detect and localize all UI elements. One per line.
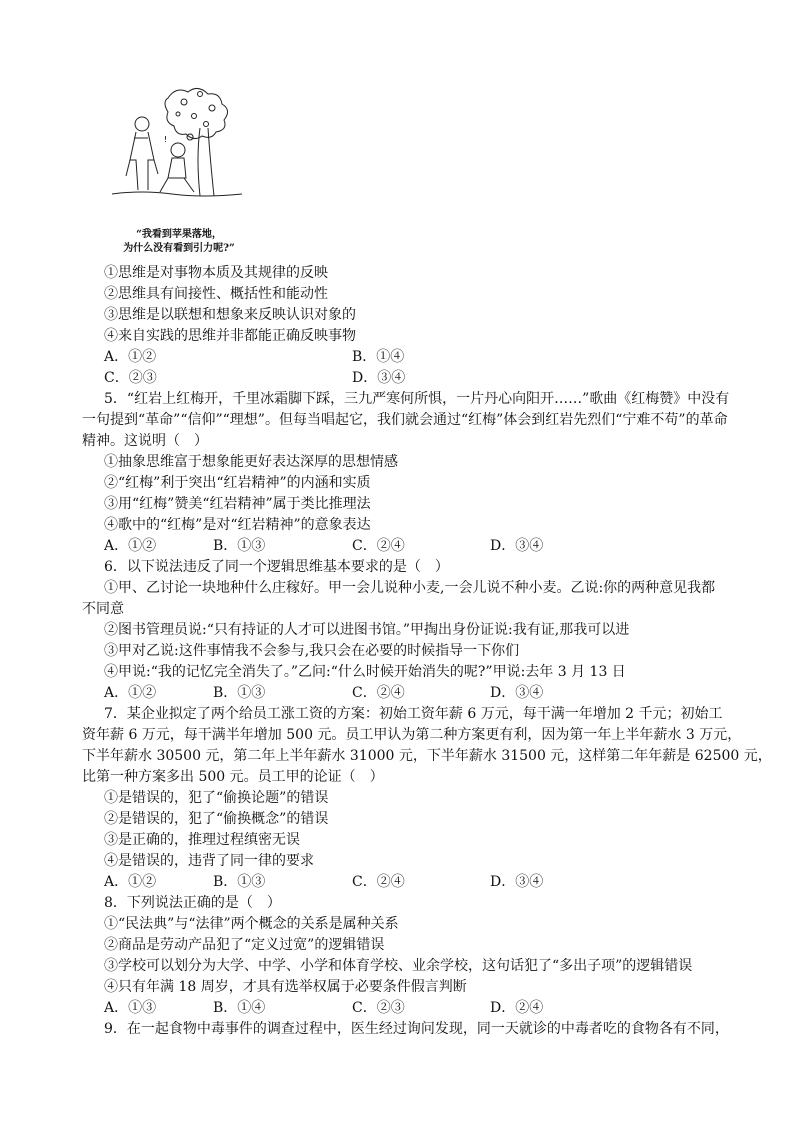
q7-option-c[interactable]: C．②④	[352, 874, 405, 890]
svg-text:!: !	[164, 135, 168, 144]
q5-option-a[interactable]: A．①②	[104, 538, 157, 554]
q7-stem: 资年薪 6 万元，每干满半年增加 500 元。员工甲认为第二种方案更有利，因为第一年上半年薪水 3 万元，	[82, 727, 742, 743]
q5-stem: 一句提到“革命”“信仰”“理想”。但每当唱起它，我们就会通过“红梅”体会到红岩先烈们“宁难不苟”的革命	[82, 412, 728, 428]
caption-line: “我看到苹果落地，	[136, 229, 222, 240]
q7-option-b[interactable]: B．①③	[213, 874, 266, 890]
q7-item: ④是错误的，违背了同一律的要求	[104, 853, 314, 869]
q7-option-d[interactable]: D．③④	[490, 874, 544, 890]
q6-item: 不同意	[82, 601, 124, 617]
q6-option-c[interactable]: C．②④	[352, 685, 405, 701]
q5-option-d[interactable]: D．③④	[490, 538, 544, 554]
q7-item: ③是正确的，推理过程缜密无误	[104, 832, 300, 848]
q5-item: ④歌中的“红梅”是对“红岩精神”的意象表达	[104, 517, 371, 533]
q6-item: ④甲说:“我的记忆完全消失了。”乙问:“什么时候开始消失的呢?”甲说:去年 3 月 13 日	[104, 664, 626, 680]
q6-item: ①甲、乙讨论一块地种什么庄稼好。甲一会儿说种小麦,一会儿说不种小麦。乙说:你的两种意见我都	[104, 580, 716, 596]
q6-option-d[interactable]: D．③④	[490, 685, 544, 701]
q5-stem: 精神。这说明（ ）	[82, 433, 208, 449]
q7-option-a[interactable]: A．①②	[104, 874, 157, 890]
q5-option-b[interactable]: B．①③	[213, 538, 266, 554]
q8-item: ①“民法典”与“法律”两个概念的关系是属种关系	[104, 916, 399, 932]
cartoon-caption	[104, 228, 254, 256]
q6-stem: 6．以下说法违反了同一个逻辑思维基本要求的是（ ）	[104, 559, 449, 575]
q8-stem: 8．下列说法正确的是（ ）	[104, 895, 281, 911]
q7-item: ②是错误的，犯了“偷换概念”的错误	[104, 811, 329, 827]
newton-apple-cartoon	[108, 80, 248, 200]
q4-item: ④来自实践的思维并非都能正确反映事物	[104, 328, 356, 344]
q6-option-b[interactable]: B．①③	[213, 685, 266, 701]
q6-item: ②图书管理员说:“只有持证的人才可以进图书馆。”甲掏出身份证说:我有证,那我可以进	[104, 622, 630, 638]
q4-option-a[interactable]: A．①②	[104, 349, 157, 365]
q8-option-d[interactable]: D．②④	[490, 1000, 544, 1016]
q8-option-c[interactable]: C．②③	[352, 1000, 405, 1016]
q8-option-b[interactable]: B．①④	[213, 1000, 266, 1016]
q9-stem: 9．在一起食物中毒事件的调查过程中，医生经过询问发现，同一天就诊的中毒者吃的食物各有不同，	[104, 1021, 729, 1037]
q4-item: ②思维具有间接性、概括性和能动性	[104, 286, 328, 302]
q8-item: ②商品是劳动产品犯了“定义过宽”的逻辑错误	[104, 937, 385, 953]
q8-option-a[interactable]: A．①③	[104, 1000, 157, 1016]
q4-option-c[interactable]: C．②③	[104, 370, 157, 386]
q4-option-d[interactable]: D．③④	[352, 370, 406, 386]
q5-item: ③用“红梅”赞美“红岩精神”属于类比推理法	[104, 496, 371, 512]
q7-item: ①是错误的，犯了“偷换论题”的错误	[104, 790, 329, 806]
q8-item: ③学校可以划分为大学、中学、小学和体育学校、业余学校，这句话犯了“多出子项”的逻辑错误	[104, 958, 693, 974]
q5-item: ②“红梅”利于突出“红岩精神”的内涵和实质	[104, 475, 371, 491]
q6-item: ③甲对乙说:这件事情我不会参与,我只会在必要的时候指导一下你们	[104, 643, 520, 659]
q5-option-c[interactable]: C．②④	[352, 538, 405, 554]
q8-item: ④只有年满 18 周岁，才具有选举权属于必要条件假言判断	[104, 979, 467, 995]
q5-stem: 5．“红岩上红梅开，千里冰霜脚下踩，三九严寒何所惧，一片丹心向阳开……”歌曲《红梅赞》中没有	[104, 391, 730, 407]
q5-item: ①抽象思维富于想象能更好表达深厚的思想情感	[104, 454, 398, 470]
q7-stem: 比第一种方案多出 500 元。员工甲的论证（ ）	[82, 769, 384, 785]
q4-item: ③思维是以联想和想象来反映认识对象的	[104, 307, 356, 323]
q7-stem: 下半年薪水 30500 元，第二年上半年薪水 31000 元，下半年薪水 31500 元，这样第二年年薪是 62500 元，	[82, 748, 772, 764]
q4-item: ①思维是对事物本质及其规律的反映	[104, 265, 328, 281]
q7-stem: 7．某企业拟定了两个给员工涨工资的方案：初始工资年薪 6 万元，每干满一年增加 2 千元；初始工	[104, 706, 723, 722]
q4-option-b[interactable]: B．①④	[352, 349, 405, 365]
caption-line: 为什么没有看到引力呢?”	[123, 243, 235, 254]
q6-option-a[interactable]: A．①②	[104, 685, 157, 701]
